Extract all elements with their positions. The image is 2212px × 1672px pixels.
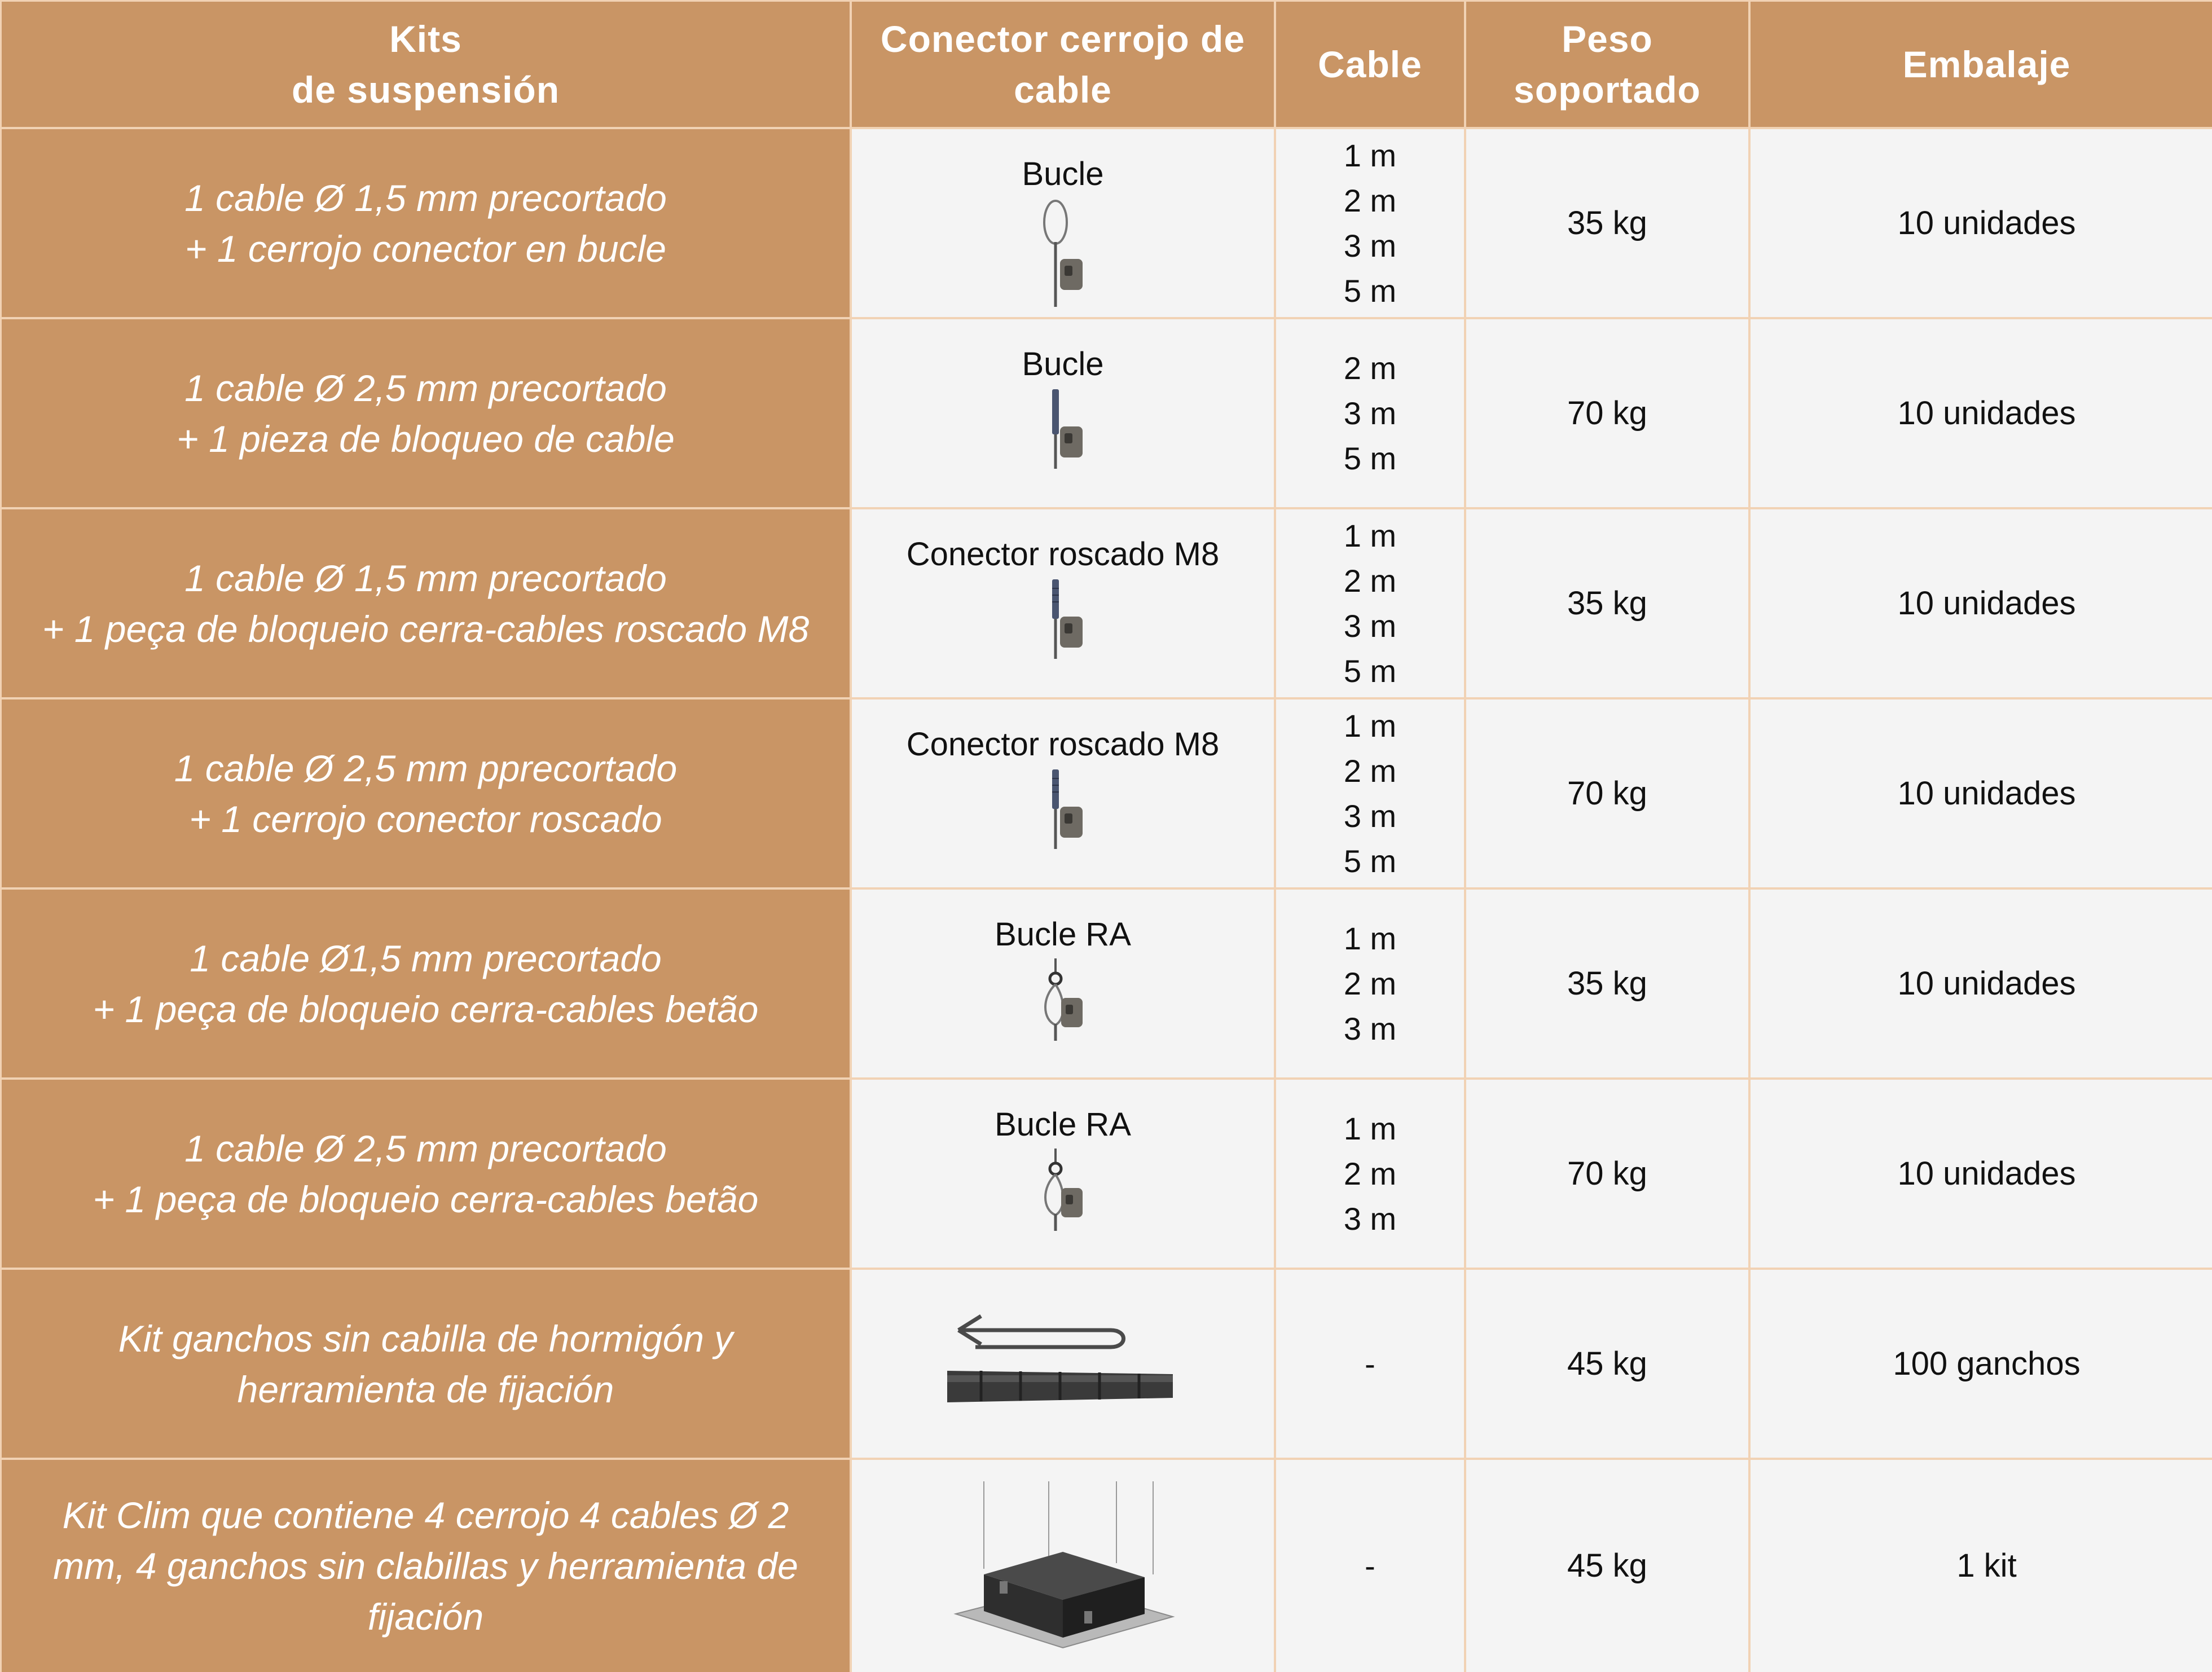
row-4-connector-label: Conector roscado M8 [906, 726, 1220, 763]
row-4-connector [852, 699, 1274, 887]
row-3-packaging: 10 unidades [1751, 509, 2212, 697]
row-2-kit: 1 cable Ø 2,5 mm precortado + 1 pieza de bloqueo de cable [2, 319, 850, 507]
row-3-weight: 35 kg [1466, 509, 1748, 697]
row-6-cables: 1 m 2 m 3 m [1276, 1080, 1464, 1268]
row-1-weight: 35 kg [1466, 129, 1748, 317]
loop-ra-connector-icon [1032, 957, 1094, 1042]
row-4-weight: 70 kg [1466, 699, 1748, 887]
threaded-connector-icon [1032, 577, 1094, 662]
header-connector: Conector cerrojo de cable [852, 2, 1274, 127]
row-7-connector [852, 1270, 1274, 1458]
row-5-kit: 1 cable Ø1,5 mm precortado + 1 peça de bloqueio cerra-cables betão [2, 890, 850, 1077]
header-weight: Peso soportado [1466, 2, 1748, 127]
row-2-packaging: 10 unidades [1751, 319, 2212, 507]
row-7-cables: - [1276, 1270, 1464, 1458]
row-1-cables: 1 m 2 m 3 m 5 m [1276, 129, 1464, 317]
row-1-kit: 1 cable Ø 1,5 mm precortado + 1 cerrojo conector en bucle [2, 129, 850, 317]
row-6-packaging: 10 unidades [1751, 1080, 2212, 1268]
header-packaging: Embalaje [1751, 2, 2212, 127]
row-3-connector-label: Conector roscado M8 [906, 536, 1220, 573]
row-8-kit: Kit Clim que contiene 4 cerrojo 4 cables Ø 2 mm, 4 ganchos sin clabillas y herramienta de fijación [2, 1460, 850, 1672]
row-1-connector [852, 129, 1274, 317]
row-4-cables: 1 m 2 m 3 m 5 m [1276, 699, 1464, 887]
row-1-packaging: 10 unidades [1751, 129, 2212, 317]
row-5-connector [852, 890, 1274, 1077]
row-2-connector [852, 319, 1274, 507]
straight-cable-connector-icon [1032, 387, 1094, 472]
loop-ra-connector-icon [1032, 1147, 1094, 1232]
row-3-kit: 1 cable Ø 1,5 mm precortado + 1 peça de bloqueio cerra-cables roscado M8 [2, 509, 850, 697]
row-6-kit: 1 cable Ø 2,5 mm precortado + 1 peça de bloqueio cerra-cables betão [2, 1080, 850, 1268]
row-7-packaging: 100 ganchos [1751, 1270, 2212, 1458]
row-8-cables: - [1276, 1460, 1464, 1672]
row-4-packaging: 10 unidades [1751, 699, 2212, 887]
row-4-kit: 1 cable Ø 2,5 mm pprecortado + 1 cerrojo conector roscado [2, 699, 850, 887]
row-3-connector [852, 509, 1274, 697]
header-kits: Kits de suspensión [2, 2, 850, 127]
row-1-connector-label: Bucle [1022, 156, 1104, 192]
threaded-connector-icon [1032, 767, 1094, 852]
row-2-weight: 70 kg [1466, 319, 1748, 507]
row-8-packaging: 1 kit [1751, 1460, 2212, 1672]
loop-connector-icon [1032, 197, 1094, 310]
row-6-connector [852, 1080, 1274, 1268]
row-5-packaging: 10 unidades [1751, 890, 2212, 1077]
suspended-unit-icon [950, 1479, 1176, 1653]
hook-and-tool-icon [942, 1308, 1184, 1420]
row-7-weight: 45 kg [1466, 1270, 1748, 1458]
row-7-kit: Kit ganchos sin cabilla de hormigón y herramienta de fijación [2, 1270, 850, 1458]
row-8-connector [852, 1460, 1274, 1672]
header-cable: Cable [1276, 2, 1464, 127]
row-2-connector-label: Bucle [1022, 346, 1104, 382]
row-3-cables: 1 m 2 m 3 m 5 m [1276, 509, 1464, 697]
row-6-weight: 70 kg [1466, 1080, 1748, 1268]
row-5-weight: 35 kg [1466, 890, 1748, 1077]
row-2-cables: 2 m 3 m 5 m [1276, 319, 1464, 507]
row-8-weight: 45 kg [1466, 1460, 1748, 1672]
row-6-connector-label: Bucle RA [995, 1106, 1131, 1143]
row-5-connector-label: Bucle RA [995, 916, 1131, 953]
row-5-cables: 1 m 2 m 3 m [1276, 890, 1464, 1077]
